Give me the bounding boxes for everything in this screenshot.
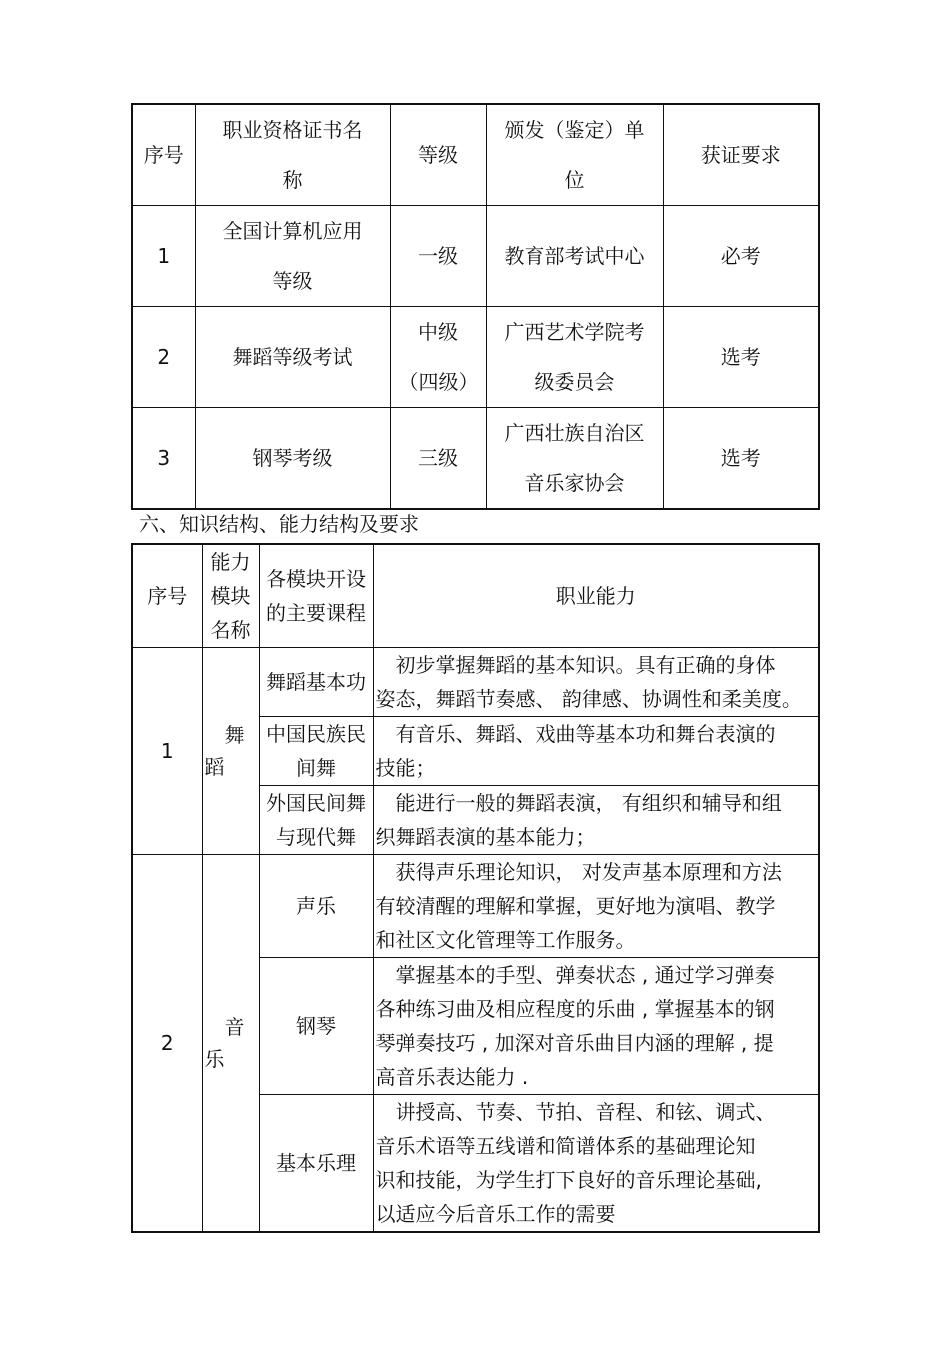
cell-cert-name: 钢琴考级 (195, 408, 390, 510)
cell-module-name: 音 乐 (202, 855, 259, 1233)
header-index: 序号 (132, 104, 195, 206)
cell-issuer: 广西艺术学院考 级委员会 (486, 307, 663, 408)
table-row (132, 648, 819, 717)
cell-cert-name: 全国计算机应用 等级 (195, 206, 390, 307)
cell-module-index: 1 (132, 648, 202, 855)
header-requirement: 获证要求 (663, 104, 819, 206)
header-level: 等级 (390, 104, 486, 206)
cell-competency: 掌握基本的手型、弹奏状态 , 通过学习弹奏 各种练习曲及相应程度的乐曲 , 掌握基本的钢 琴弹奏技巧 , 加深对音乐曲目内涵的理解 , 提 高音乐表达能力 . (373, 958, 819, 1095)
cell-competency: 能进行一般的舞蹈表演， 有组织和辅导和组 织舞蹈表演的基本能力； (373, 786, 819, 855)
cell-course: 基本乐理 (259, 1095, 373, 1233)
table-header-row (132, 104, 819, 206)
cell-issuer: 教育部考试中心 (486, 206, 663, 307)
cell-module-name: 舞 蹈 (202, 648, 259, 855)
table-row (132, 408, 819, 510)
cell-competency: 获得声乐理论知识， 对发声基本原理和方法 有较清醒的理解和掌握，更好地为演唱、教学 和社区文化管理等工作服务。 (373, 855, 819, 958)
cell-requirement: 选考 (663, 408, 819, 510)
table-header-row (132, 544, 819, 648)
cell-level: 一级 (390, 206, 486, 307)
cell-index: 3 (132, 408, 195, 510)
cell-index: 1 (132, 206, 195, 307)
cell-index: 2 (132, 307, 195, 408)
section-heading: 六、知识结构、能力结构及要求 (139, 512, 419, 536)
cell-requirement: 必考 (663, 206, 819, 307)
header-courses: 各模块开设 的主要课程 (259, 544, 373, 648)
cell-course: 外国民间舞 与现代舞 (259, 786, 373, 855)
header-cert-name: 职业资格证书名 称 (195, 104, 390, 206)
cell-issuer: 广西壮族自治区 音乐家协会 (486, 408, 663, 510)
table-row (132, 855, 819, 958)
header-issuer: 颁发（鉴定）单 位 (486, 104, 663, 206)
cell-level: 三级 (390, 408, 486, 510)
cell-course: 舞蹈基本功 (259, 648, 373, 717)
cell-course: 钢琴 (259, 958, 373, 1095)
cell-cert-name: 舞蹈等级考试 (195, 307, 390, 408)
table-row (132, 206, 819, 307)
cell-competency: 初步掌握舞蹈的基本知识。具有正确的身体 姿态，舞蹈节奏感、 韵律感、协调性和柔美度。 (373, 648, 819, 717)
table-row (132, 307, 819, 408)
cell-requirement: 选考 (663, 307, 819, 408)
header-competency: 职业能力 (373, 544, 819, 648)
cell-level: 中级 （四级） (390, 307, 486, 408)
certificate-table (131, 103, 820, 510)
cell-competency: 有音乐、舞蹈、戏曲等基本功和舞台表演的 技能； (373, 717, 819, 786)
cell-module-index: 2 (132, 855, 202, 1233)
header-module-name: 能力 模块 名称 (202, 544, 259, 648)
header-index: 序号 (132, 544, 202, 648)
ability-table (131, 543, 820, 1233)
cell-course: 声乐 (259, 855, 373, 958)
cell-competency: 讲授高、节奏、节拍、音程、和铉、调式、 音乐术语等五线谱和简谱体系的基础理论知 识和技能，为学生打下良好的音乐理论基础, 以适应今后音乐工作的需要 (373, 1095, 819, 1233)
cell-course: 中国民族民 间舞 (259, 717, 373, 786)
